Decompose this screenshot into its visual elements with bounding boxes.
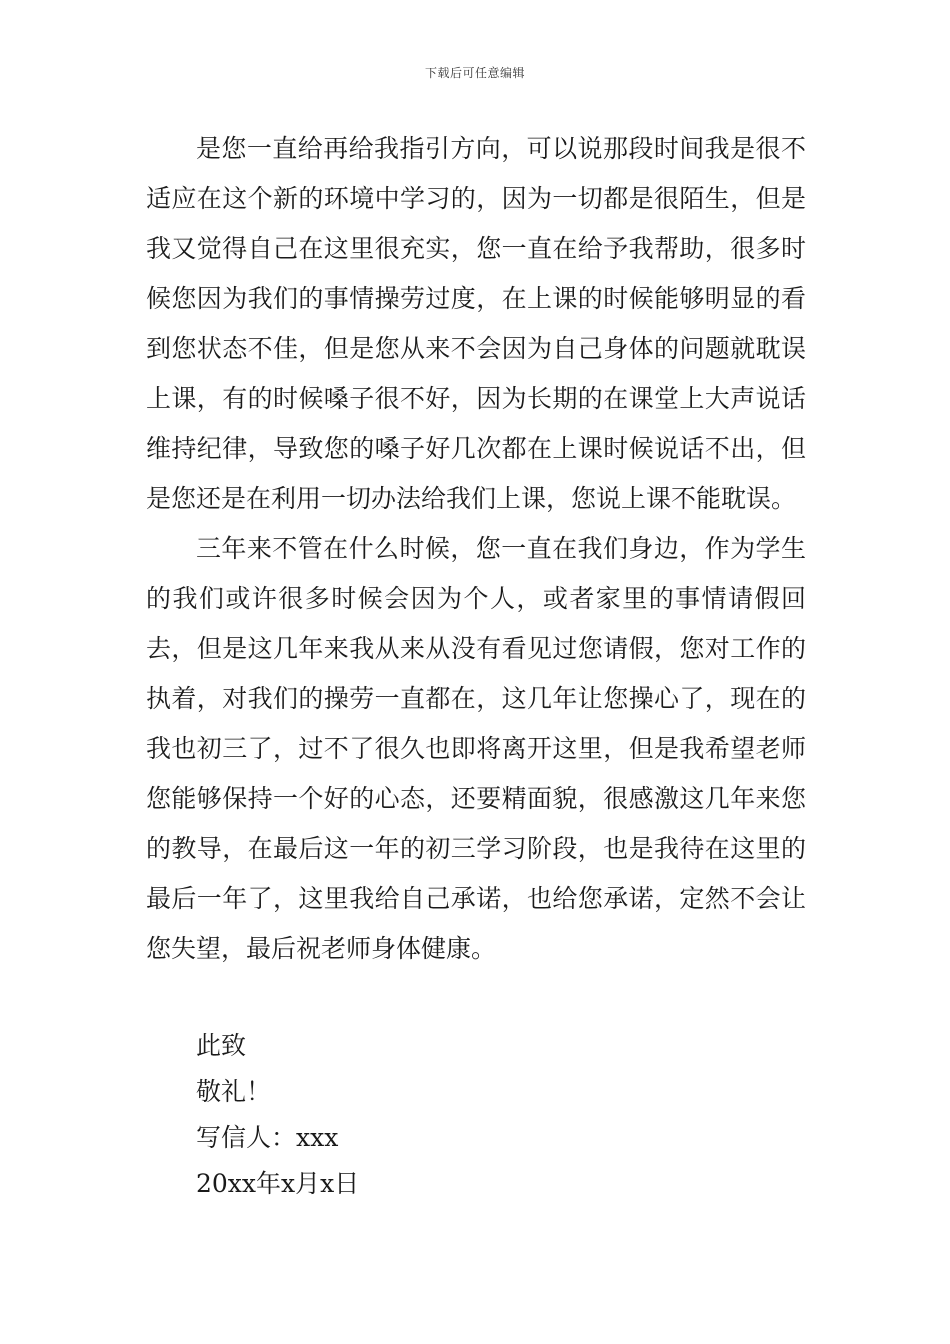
- paragraph-1: 是您一直给再给我指引方向，可以说那段时间我是很不适应在这个新的环境中学习的，因为一切都是很陌生，但是我又觉得自己在这里很充实，您一直在给予我帮助，很多时候您因为我们的事情操劳过度，在上课的时候能够明显的看到您状态不佳，但是您从来不会因为自己身体的问题就耽误上课，有的时候嗓子很不好，因为长期的在课堂上大声说话维持纪律，导致您的嗓子好几次都在上课时候说话不出，但是您还是在利用一切办法给我们上课，您说上课不能耽误。: [146, 134, 806, 513]
- closing-date: 20xx年x月x日: [196, 1169, 360, 1198]
- closing-respect: 敬礼！: [196, 1077, 272, 1106]
- closing-writer: 写信人：xxx: [196, 1123, 339, 1152]
- closing-salutation: 此致: [196, 1031, 247, 1060]
- letter-body: [146, 124, 806, 974]
- paragraph-2: 三年来不管在什么时候，您一直在我们身边，作为学生的我们或许很多时候会因为个人，或者家里的事情请假回去，但是这几年来我从来从没有看见过您请假，您对工作的执着，对我们的操劳一直都在，这几年让您操心了，现在的我也初三了，过不了很久也即将离开这里，但是我希望老师您能够保持一个好的心态，还要精面貌，很感激这几年来您的教导，在最后这一年的初三学习阶段，也是我待在这里的最后一年了，这里我给自己承诺，也给您承诺，定然不会让您失望，最后祝老师身体健康。: [146, 534, 806, 963]
- page-header: 下载后可任意编辑: [424, 66, 525, 80]
- letter-closing: [196, 1023, 359, 1207]
